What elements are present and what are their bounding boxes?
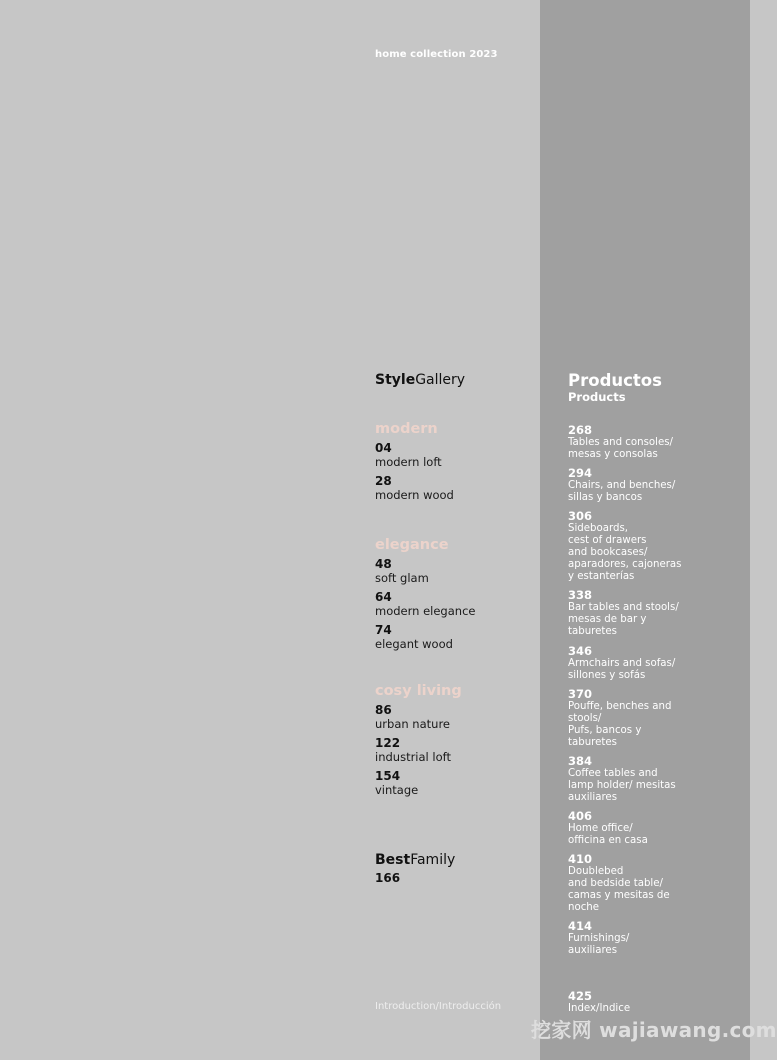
page-number: 64: [375, 590, 392, 604]
page-number: 294: [568, 466, 593, 480]
toc-entry[interactable]: [375, 769, 535, 797]
products-subtitle: Products: [568, 390, 626, 404]
entry-label-line: Tables and consoles/: [568, 437, 673, 448]
page-number: 306: [568, 509, 593, 523]
toc-entry[interactable]: [375, 871, 535, 885]
entry-label-line: aparadores, cajoneras: [568, 559, 682, 570]
page-number: 338: [568, 588, 593, 602]
best-family-brand-light: Family: [410, 852, 456, 868]
entry-label: soft glam: [375, 571, 429, 585]
products-heading: [568, 372, 740, 404]
product-entry-coffee-tables[interactable]: [568, 755, 740, 804]
entry-label: urban nature: [375, 717, 450, 731]
product-entry-doublebed[interactable]: [568, 853, 740, 914]
entry-label-line: noche: [568, 902, 600, 913]
category-elegance: [375, 537, 535, 656]
style-gallery-brand-light: Gallery: [415, 372, 466, 388]
entry-label-line: cest of drawers: [568, 535, 647, 546]
category-title: modern: [375, 421, 438, 437]
entry-label-line: and bookcases/: [568, 547, 648, 558]
entry-label-line: Furnishings/: [568, 933, 630, 944]
page-number: 74: [375, 623, 392, 637]
entry-label: modern wood: [375, 488, 454, 502]
entry-label-line: auxiliares: [568, 945, 618, 956]
toc-entry[interactable]: [375, 441, 535, 469]
entry-label-line: Coffee tables and: [568, 768, 658, 779]
entry-label-line: officina en casa: [568, 835, 648, 846]
entry-label-line: mesas de bar y: [568, 614, 647, 625]
entry-label: modern elegance: [375, 604, 476, 618]
toc-entry[interactable]: [375, 590, 535, 618]
toc-entry[interactable]: [375, 703, 535, 731]
product-entry-tables[interactable]: [568, 424, 740, 461]
entry-label-line: Bar tables and stools/: [568, 602, 679, 613]
page-number: 154: [375, 769, 401, 783]
entry-label-line: Doublebed: [568, 866, 624, 877]
collection-label: home collection 2023: [375, 49, 498, 60]
best-family-brand-bold: Best: [375, 852, 411, 868]
category-modern: [375, 421, 535, 507]
product-entry-bar-tables[interactable]: [568, 589, 740, 638]
entry-label-line: lamp holder/ mesitas: [568, 780, 676, 791]
entry-label-line: stools/: [568, 713, 602, 724]
watermark-text: 挖家网 wajiawang.com: [531, 1018, 777, 1042]
style-gallery-heading: [375, 372, 535, 388]
product-entry-pouffe[interactable]: [568, 688, 740, 749]
category-title: cosy living: [375, 683, 462, 699]
entry-label-line: camas y mesitas de: [568, 890, 670, 901]
entry-label-line: y estanterías: [568, 571, 635, 582]
category-title: elegance: [375, 537, 449, 553]
page-number: 406: [568, 809, 593, 823]
page-number: 370: [568, 687, 593, 701]
page-number: 122: [375, 736, 401, 750]
page-number: 414: [568, 919, 593, 933]
page-number: 384: [568, 754, 593, 768]
entry-label-line: Chairs, and benches/: [568, 480, 676, 491]
best-family-section: [375, 852, 535, 890]
entry-label-line: Pufs, bancos y: [568, 725, 642, 736]
entry-label-line: Index/Indice: [568, 1003, 631, 1014]
entry-label-line: Armchairs and sofas/: [568, 658, 676, 669]
toc-entry[interactable]: [375, 623, 535, 651]
page-number: 268: [568, 423, 593, 437]
entry-label: modern loft: [375, 455, 442, 469]
page-number: 48: [375, 557, 392, 571]
toc-entry[interactable]: [375, 736, 535, 764]
entry-label-line: Pouffe, benches and: [568, 701, 672, 712]
toc-entry[interactable]: [375, 557, 535, 585]
page-number: 86: [375, 703, 392, 717]
entry-label-line: taburetes: [568, 626, 617, 637]
category-cosy-living: [375, 683, 535, 802]
products-title: Productos: [568, 371, 662, 390]
product-entry-sideboards[interactable]: [568, 510, 740, 583]
entry-label: elegant wood: [375, 637, 453, 651]
product-entry-armchairs[interactable]: [568, 645, 740, 682]
entry-label-line: sillas y bancos: [568, 492, 643, 503]
entry-label-line: mesas y consolas: [568, 449, 658, 460]
page-number: 346: [568, 644, 593, 658]
product-entry-furnishings[interactable]: [568, 920, 740, 957]
entry-label-line: and bedside table/: [568, 878, 663, 889]
page-number: 04: [375, 441, 392, 455]
product-entry-index[interactable]: [568, 990, 740, 1015]
entry-label-line: auxiliares: [568, 792, 618, 803]
entry-label-line: Sideboards,: [568, 523, 628, 534]
entry-label-line: Home office/: [568, 823, 633, 834]
product-entry-home-office[interactable]: [568, 810, 740, 847]
best-family-heading: [375, 852, 535, 868]
page-number: 425: [568, 989, 593, 1003]
product-entry-chairs[interactable]: [568, 467, 740, 504]
style-gallery-brand-bold: Style: [375, 372, 416, 388]
entry-label: industrial loft: [375, 750, 451, 764]
toc-entry[interactable]: [375, 474, 535, 502]
page-number: 410: [568, 852, 593, 866]
page-number: 166: [375, 871, 401, 885]
entry-label-line: sillones y sofás: [568, 670, 646, 681]
introduction-link[interactable]: Introduction/Introducción: [375, 1001, 502, 1012]
entry-label: vintage: [375, 783, 419, 797]
entry-label-line: taburetes: [568, 737, 617, 748]
page-number: 28: [375, 474, 392, 488]
